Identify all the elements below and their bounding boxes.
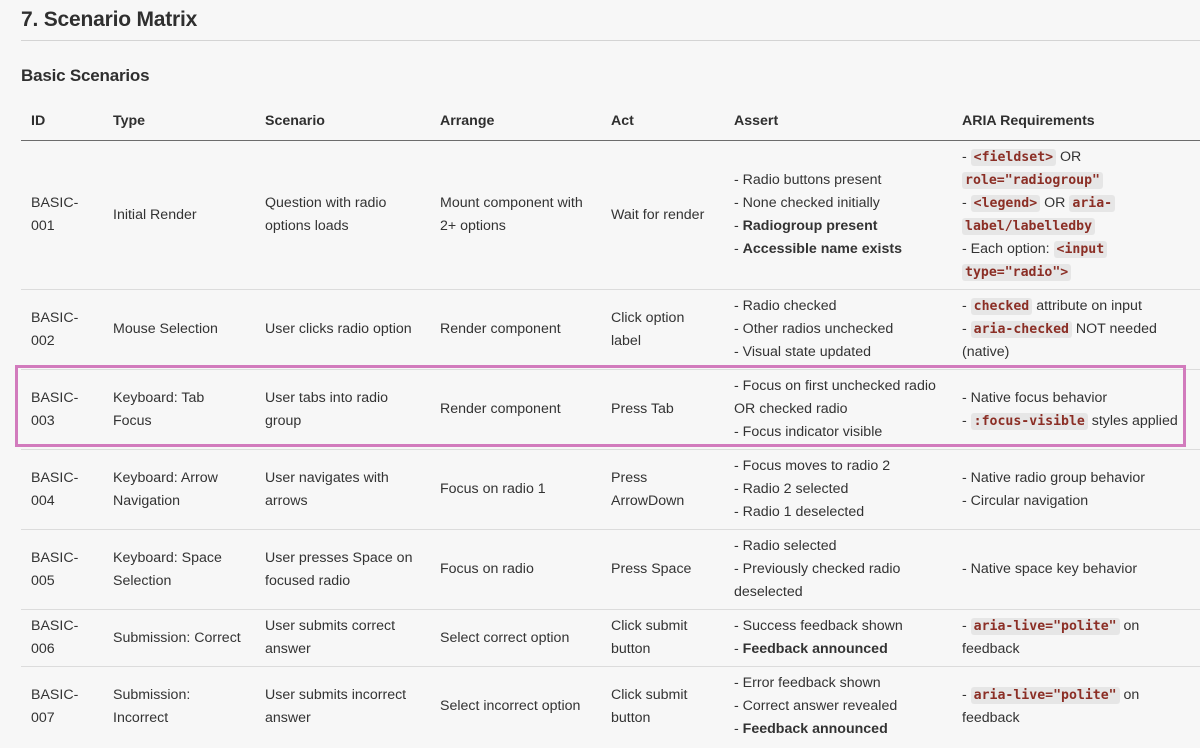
document-page — [21, 0, 1200, 737]
cell-aria: - Native radio group behavior - Circular navigation — [952, 450, 1200, 530]
cell-arrange: Render component — [430, 290, 601, 370]
subsection-title: Basic Scenarios — [21, 66, 150, 85]
cell-id: BASIC- 002 — [21, 290, 103, 370]
code-snippet: :focus-visible — [971, 413, 1088, 430]
code-snippet: aria-live="polite" — [971, 618, 1120, 635]
cell-arrange: Focus on radio — [430, 530, 601, 610]
cell-assert: - Focus moves to radio 2 - Radio 2 selected - Radio 1 deselected — [724, 450, 952, 530]
cell-act: Press ArrowDown — [601, 450, 724, 530]
column-header-type: Type — [103, 103, 255, 141]
cell-assert: - Success feedback shown - Feedback announced — [724, 610, 952, 667]
cell-scenario: User submits incorrect answer — [265, 686, 407, 726]
cell-id: BASIC- 001 — [21, 141, 103, 290]
cell-scenario: User tabs into radio group — [255, 370, 430, 450]
cell-aria: - checked attribute on input - aria-checked NOT needed (native) — [952, 290, 1200, 370]
code-snippet: <fieldset> — [971, 149, 1056, 166]
code-snippet: aria-checked — [971, 321, 1072, 338]
cell-aria: - aria-live="polite" on feedback — [962, 686, 1140, 726]
table-row — [21, 667, 1200, 747]
cell-arrange: Mount component with 2+ options — [430, 141, 601, 290]
code-snippet: <input — [1054, 241, 1108, 258]
cell-arrange: Focus on radio 1 — [430, 450, 601, 530]
code-snippet: aria- — [1069, 195, 1115, 212]
code-snippet: type="radio"> — [962, 264, 1071, 281]
cell-assert: - Focus on first unchecked radio OR checked radio - Focus indicator visible — [724, 370, 952, 450]
cell-act: Click option label — [601, 290, 724, 370]
cell-arrange: Render component — [430, 370, 601, 450]
code-snippet: <legend> — [971, 195, 1041, 212]
cell-act: Click submit button — [601, 610, 724, 667]
cell-type: Keyboard: Arrow Navigation — [103, 450, 255, 530]
code-snippet: role="radiogroup" — [962, 172, 1103, 189]
cell-arrange: Select incorrect option — [440, 698, 581, 714]
cell-id: BASIC- 007 — [31, 686, 79, 726]
cell-type: Submission: Correct — [103, 610, 255, 667]
cell-type: Initial Render — [103, 141, 255, 290]
cell-scenario: User presses Space on focused radio — [255, 530, 430, 610]
cell-act: Wait for render — [601, 141, 724, 290]
table-row — [21, 450, 1200, 530]
cell-scenario: User navigates with arrows — [255, 450, 430, 530]
table-row — [21, 610, 1200, 667]
cell-scenario: User clicks radio option — [255, 290, 430, 370]
section-title: 7. Scenario Matrix — [21, 0, 1200, 41]
cell-scenario: User submits correct answer — [255, 610, 430, 667]
cell-type: Keyboard: Space Selection — [103, 530, 255, 610]
scenario-matrix-table — [21, 103, 1200, 746]
table-row-highlighted — [21, 370, 1200, 450]
cell-type: Mouse Selection — [103, 290, 255, 370]
cell-aria: - aria-live="polite" on feedback — [952, 610, 1200, 667]
cell-assert: - Radio selected - Previously checked radio deselected — [724, 530, 952, 610]
cell-aria: - Native focus behavior - :focus-visible styles applied — [952, 370, 1200, 450]
cell-id: BASIC- 003 — [21, 370, 103, 450]
table-row — [21, 290, 1200, 370]
cell-id: BASIC- 005 — [21, 530, 103, 610]
cell-act: Press Tab — [601, 370, 724, 450]
column-header-assert: Assert — [724, 103, 952, 141]
table-row — [21, 141, 1200, 290]
cell-arrange: Select correct option — [430, 610, 601, 667]
cell-id: BASIC- 004 — [21, 450, 103, 530]
cell-aria: - Native space key behavior — [952, 530, 1200, 610]
column-header-aria: ARIA Requirements — [952, 103, 1200, 141]
table-row — [21, 530, 1200, 610]
code-snippet: checked — [971, 298, 1033, 315]
cell-act: Click submit button — [611, 686, 688, 726]
column-header-id: ID — [21, 103, 103, 141]
cell-type: Submission: Incorrect — [113, 686, 191, 726]
table-header-row — [21, 103, 1200, 141]
cell-id: BASIC- 006 — [21, 610, 103, 667]
cell-act: Press Space — [601, 530, 724, 610]
cell-assert: - Radio checked - Other radios unchecked - Visual state updated — [724, 290, 952, 370]
cell-aria: - <fieldset> OR role="radiogroup" - <legend> OR aria- label/labelledby - Each option: <input type="radio"> — [952, 141, 1200, 290]
column-header-scenario: Scenario — [255, 103, 430, 141]
cell-scenario: Question with radio options loads — [255, 141, 430, 290]
cell-assert: - Error feedback shown - Correct answer revealed - Feedback announced — [734, 675, 898, 737]
code-snippet: aria-live="polite" — [971, 687, 1120, 704]
cell-type: Keyboard: Tab Focus — [103, 370, 255, 450]
column-header-act: Act — [601, 103, 724, 141]
cell-assert: - Radio buttons present - None checked initially - Radiogroup present - Accessible name exists — [724, 141, 952, 290]
column-header-arrange: Arrange — [430, 103, 601, 141]
code-snippet: label/labelledby — [962, 218, 1095, 235]
